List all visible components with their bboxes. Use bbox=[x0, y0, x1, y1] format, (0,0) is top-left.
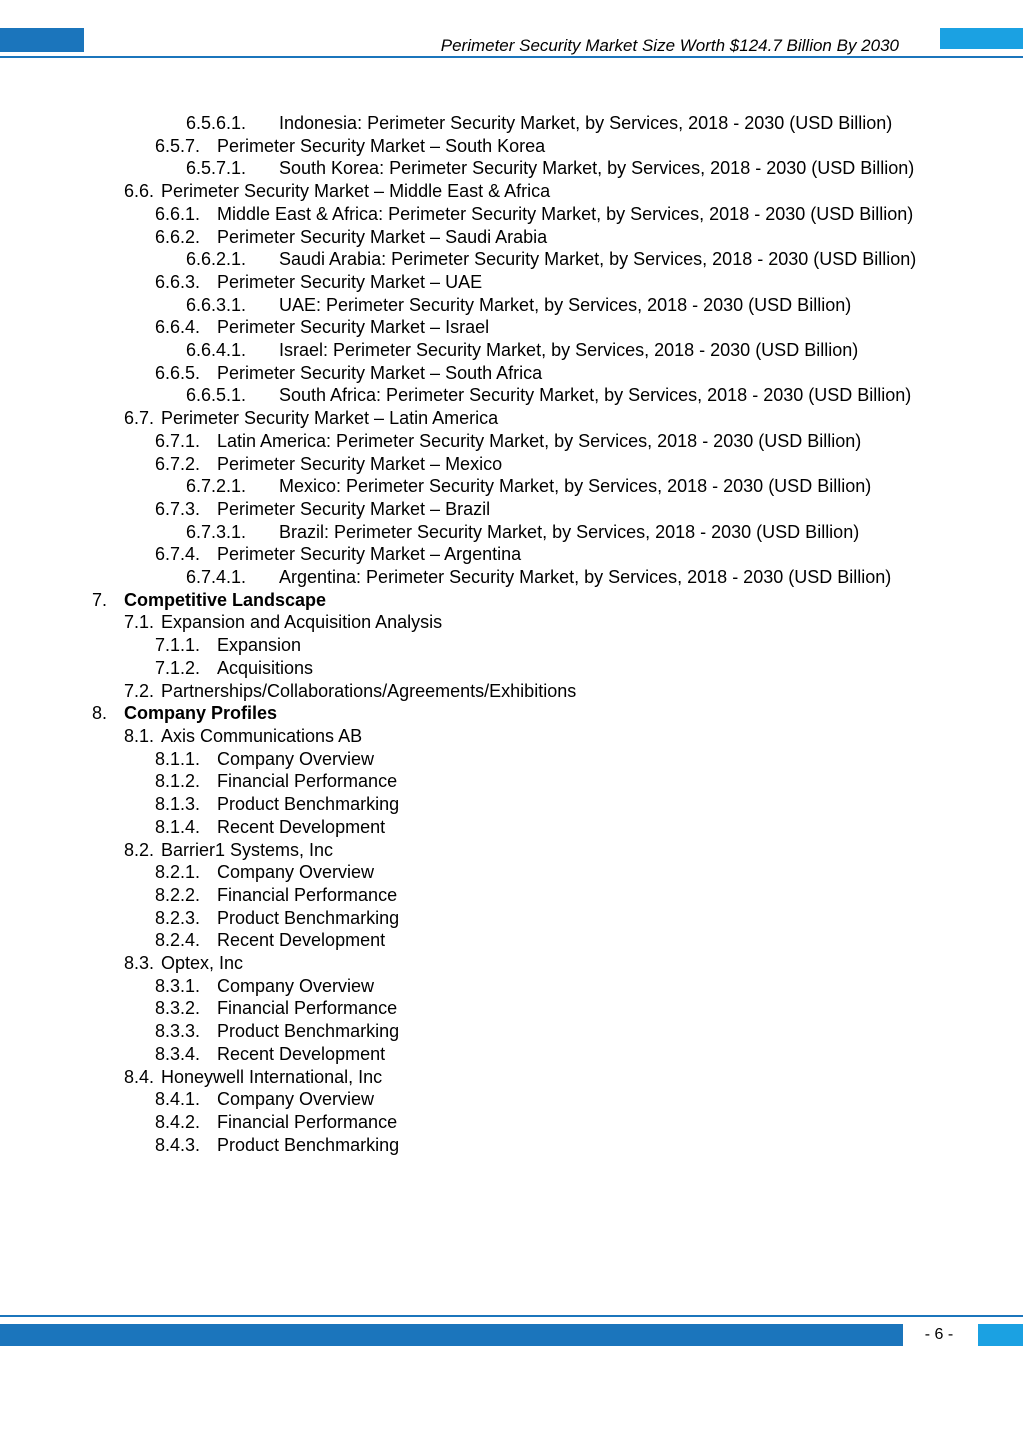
toc-entry-title: Honeywell International, Inc bbox=[161, 1066, 383, 1087]
toc-entry-number: 8.1. bbox=[124, 725, 155, 746]
toc-entry bbox=[0, 203, 1023, 226]
toc-entry-title: Company Overview bbox=[217, 1089, 375, 1110]
toc-entry-number: 8.2.2. bbox=[155, 884, 201, 905]
toc-entry bbox=[0, 1111, 1023, 1134]
toc-entry bbox=[0, 180, 1023, 203]
toc-entry-title: Saudi Arabia: Perimeter Security Market, by Services, 2018 - 2030 (USD Billion) bbox=[279, 249, 917, 270]
toc-entry-number: 6.6.2. bbox=[155, 226, 201, 247]
toc-entry bbox=[0, 1043, 1023, 1066]
toc-entry-number: 6.7. bbox=[124, 408, 155, 429]
toc-entry-title: Perimeter Security Market – Saudi Arabia bbox=[217, 226, 548, 247]
toc-entry-title: Recent Development bbox=[217, 930, 386, 951]
toc-entry-number: 8.4. bbox=[124, 1066, 155, 1087]
toc-entry-number: 6.6.3.1. bbox=[186, 294, 247, 315]
toc-entry-number: 6.6.2.1. bbox=[186, 249, 247, 270]
toc-entry-number: 6.6.5. bbox=[155, 362, 201, 383]
toc-entry-number: 8.3.3. bbox=[155, 1021, 201, 1042]
toc-entry-title: Mexico: Perimeter Security Market, by Services, 2018 - 2030 (USD Billion) bbox=[279, 476, 872, 497]
toc-entry-title: Financial Performance bbox=[217, 998, 398, 1019]
toc-entry-number: 8.3.2. bbox=[155, 998, 201, 1019]
toc-entry-title: Recent Development bbox=[217, 816, 386, 837]
toc-entry-title: Financial Performance bbox=[217, 771, 398, 792]
toc-entry bbox=[0, 884, 1023, 907]
toc-entry-number: 6.5.7.1. bbox=[186, 158, 247, 179]
header-rule bbox=[0, 56, 1023, 58]
toc-entry bbox=[0, 384, 1023, 407]
toc-entry bbox=[0, 1066, 1023, 1089]
toc-entry bbox=[0, 407, 1023, 430]
toc-entry-number: 8.2.3. bbox=[155, 907, 201, 928]
toc-entry-number: 8.2.4. bbox=[155, 930, 201, 951]
footer-right-accent bbox=[978, 1324, 1023, 1346]
page-number: - 6 - bbox=[924, 1326, 954, 1343]
toc-entry-title: Argentina: Perimeter Security Market, by Services, 2018 - 2030 (USD Billion) bbox=[279, 567, 892, 588]
toc-entry-title: Israel: Perimeter Security Market, by Services, 2018 - 2030 (USD Billion) bbox=[279, 340, 859, 361]
toc-entry-title: Product Benchmarking bbox=[217, 794, 400, 815]
toc-entry-number: 7.1.2. bbox=[155, 657, 201, 678]
toc-entry-title: Competitive Landscape bbox=[124, 589, 327, 610]
toc-entry-title: Optex, Inc bbox=[161, 953, 244, 974]
toc-entry-title: Acquisitions bbox=[217, 657, 314, 678]
toc-entry bbox=[0, 589, 1023, 612]
toc-entry-number: 6.6.3. bbox=[155, 271, 201, 292]
toc-entry bbox=[0, 793, 1023, 816]
toc-entry bbox=[0, 839, 1023, 862]
toc-entry-title: Perimeter Security Market – Argentina bbox=[217, 544, 522, 565]
toc-entry-number: 8.3. bbox=[124, 953, 155, 974]
toc-entry bbox=[0, 294, 1023, 317]
toc-entry bbox=[0, 1134, 1023, 1157]
toc-entry-number: 6.6.1. bbox=[155, 203, 201, 224]
toc-entry bbox=[0, 430, 1023, 453]
toc-entry-number: 7.1.1. bbox=[155, 635, 201, 656]
toc-entry bbox=[0, 112, 1023, 135]
toc-entry bbox=[0, 453, 1023, 476]
toc-entry-title: Barrier1 Systems, Inc bbox=[161, 839, 334, 860]
toc-entry bbox=[0, 157, 1023, 180]
toc-entry-title: Company Overview bbox=[217, 975, 375, 996]
header-right-accent bbox=[940, 28, 1023, 49]
toc-entry-title: Indonesia: Perimeter Security Market, by Services, 2018 - 2030 (USD Billion) bbox=[279, 113, 893, 133]
table-of-contents bbox=[0, 112, 1023, 1156]
toc-entry-title: Middle East & Africa: Perimeter Security Market, by Services, 2018 - 2030 (USD Billion) bbox=[217, 203, 914, 224]
toc-entry-title: Partnerships/Collaborations/Agreements/Exhibitions bbox=[161, 680, 577, 701]
toc-entry-title: Product Benchmarking bbox=[217, 1021, 400, 1042]
toc-entry-title: Company Overview bbox=[217, 748, 375, 769]
footer-rule bbox=[0, 1315, 1023, 1317]
toc-entry-number: 8. bbox=[92, 703, 108, 724]
toc-entry bbox=[0, 725, 1023, 748]
toc-entry-title: Recent Development bbox=[217, 1043, 386, 1064]
toc-entry-title: Product Benchmarking bbox=[217, 907, 400, 928]
toc-entry-number: 7.2. bbox=[124, 680, 155, 701]
toc-entry-number: 8.1.2. bbox=[155, 771, 201, 792]
toc-entry bbox=[0, 657, 1023, 680]
toc-entry-title: Company Profiles bbox=[124, 703, 278, 724]
toc-entry-number: 6.6.4. bbox=[155, 317, 201, 338]
toc-entry-title: Perimeter Security Market – UAE bbox=[217, 271, 483, 292]
toc-entry bbox=[0, 680, 1023, 703]
toc-entry-number: 6.6.5.1. bbox=[186, 385, 247, 406]
toc-entry bbox=[0, 929, 1023, 952]
toc-entry-number: 8.4.1. bbox=[155, 1089, 201, 1110]
toc-entry-number: 6.7.2. bbox=[155, 453, 201, 474]
toc-entry-title: UAE: Perimeter Security Market, by Services, 2018 - 2030 (USD Billion) bbox=[279, 294, 852, 315]
toc-entry bbox=[0, 975, 1023, 998]
toc-entry-title: Perimeter Security Market – South Korea bbox=[217, 135, 546, 156]
toc-entry bbox=[0, 566, 1023, 589]
toc-entry-number: 8.2. bbox=[124, 839, 155, 860]
toc-entry-number: 8.4.3. bbox=[155, 1134, 201, 1155]
toc-entry bbox=[0, 248, 1023, 271]
toc-entry-number: 6.7.4. bbox=[155, 544, 201, 565]
toc-entry-number: 6.7.3. bbox=[155, 498, 201, 519]
toc-entry-title: Perimeter Security Market – Middle East & Africa bbox=[161, 181, 551, 202]
toc-entry-title: Perimeter Security Market – Mexico bbox=[217, 453, 503, 474]
toc-entry bbox=[0, 1020, 1023, 1043]
toc-entry-number: 8.2.1. bbox=[155, 862, 201, 883]
toc-entry bbox=[0, 475, 1023, 498]
toc-entry-number: 8.1.3. bbox=[155, 794, 201, 815]
toc-entry-title: South Korea: Perimeter Security Market, by Services, 2018 - 2030 (USD Billion) bbox=[279, 158, 915, 179]
toc-entry-title: Financial Performance bbox=[217, 1111, 398, 1132]
toc-entry bbox=[0, 770, 1023, 793]
toc-entry bbox=[0, 498, 1023, 521]
toc-entry-title: Expansion bbox=[217, 635, 302, 656]
toc-entry-number: 6.7.1. bbox=[155, 430, 201, 451]
toc-entry bbox=[0, 748, 1023, 771]
toc-entry bbox=[0, 702, 1023, 725]
toc-entry-title: Perimeter Security Market – South Africa bbox=[217, 362, 543, 383]
header-title: Perimeter Security Market Size Worth $124.7 Billion By 2030 bbox=[440, 36, 899, 55]
toc-entry-number: 8.4.2. bbox=[155, 1111, 201, 1132]
toc-entry-title: Perimeter Security Market – Latin America bbox=[161, 408, 499, 429]
toc-entry bbox=[0, 861, 1023, 884]
toc-entry bbox=[0, 316, 1023, 339]
toc-entry bbox=[0, 226, 1023, 249]
toc-entry-number: 6.7.2.1. bbox=[186, 476, 247, 497]
toc-entry-title: Perimeter Security Market – Israel bbox=[217, 317, 490, 338]
toc-entry bbox=[0, 135, 1023, 158]
toc-entry bbox=[0, 1088, 1023, 1111]
footer-bar bbox=[0, 1324, 903, 1346]
toc-entry-title: Financial Performance bbox=[217, 884, 398, 905]
toc-entry bbox=[0, 339, 1023, 362]
toc-entry-title: Expansion and Acquisition Analysis bbox=[161, 612, 443, 633]
toc-entry-number: 6.7.4.1. bbox=[186, 567, 247, 588]
toc-entry-number: 6.5.6.1. bbox=[186, 113, 247, 133]
toc-entry-number: 8.3.4. bbox=[155, 1043, 201, 1064]
toc-entry bbox=[0, 362, 1023, 385]
toc-entry-number: 6.7.3.1. bbox=[186, 521, 247, 542]
toc-entry-number: 8.1.4. bbox=[155, 816, 201, 837]
toc-entry-number: 8.3.1. bbox=[155, 975, 201, 996]
toc-entry bbox=[0, 521, 1023, 544]
toc-entry bbox=[0, 543, 1023, 566]
toc-entry-number: 7. bbox=[92, 589, 108, 610]
toc-entry-title: South Africa: Perimeter Security Market, by Services, 2018 - 2030 (USD Billion) bbox=[279, 385, 912, 406]
toc-entry bbox=[0, 816, 1023, 839]
toc-entry bbox=[0, 611, 1023, 634]
toc-entry bbox=[0, 952, 1023, 975]
toc-entry bbox=[0, 634, 1023, 657]
toc-entry-number: 7.1. bbox=[124, 612, 155, 633]
toc-entry-title: Company Overview bbox=[217, 862, 375, 883]
toc-entry-number: 6.6.4.1. bbox=[186, 340, 247, 361]
header-left-accent bbox=[0, 28, 84, 52]
toc-entry-title: Brazil: Perimeter Security Market, by Services, 2018 - 2030 (USD Billion) bbox=[279, 521, 860, 542]
toc-entry-title: Perimeter Security Market – Brazil bbox=[217, 498, 491, 519]
toc-entry-number: 6.5.7. bbox=[155, 135, 201, 156]
toc-entry bbox=[0, 907, 1023, 930]
toc-entry bbox=[0, 997, 1023, 1020]
toc-entry bbox=[0, 271, 1023, 294]
toc-entry-number: 8.1.1. bbox=[155, 748, 201, 769]
toc-entry-title: Product Benchmarking bbox=[217, 1134, 400, 1155]
toc-entry-title: Latin America: Perimeter Security Market, by Services, 2018 - 2030 (USD Billion) bbox=[217, 430, 862, 451]
toc-entry-title: Axis Communications AB bbox=[161, 725, 363, 746]
toc-entry-number: 6.6. bbox=[124, 181, 155, 202]
